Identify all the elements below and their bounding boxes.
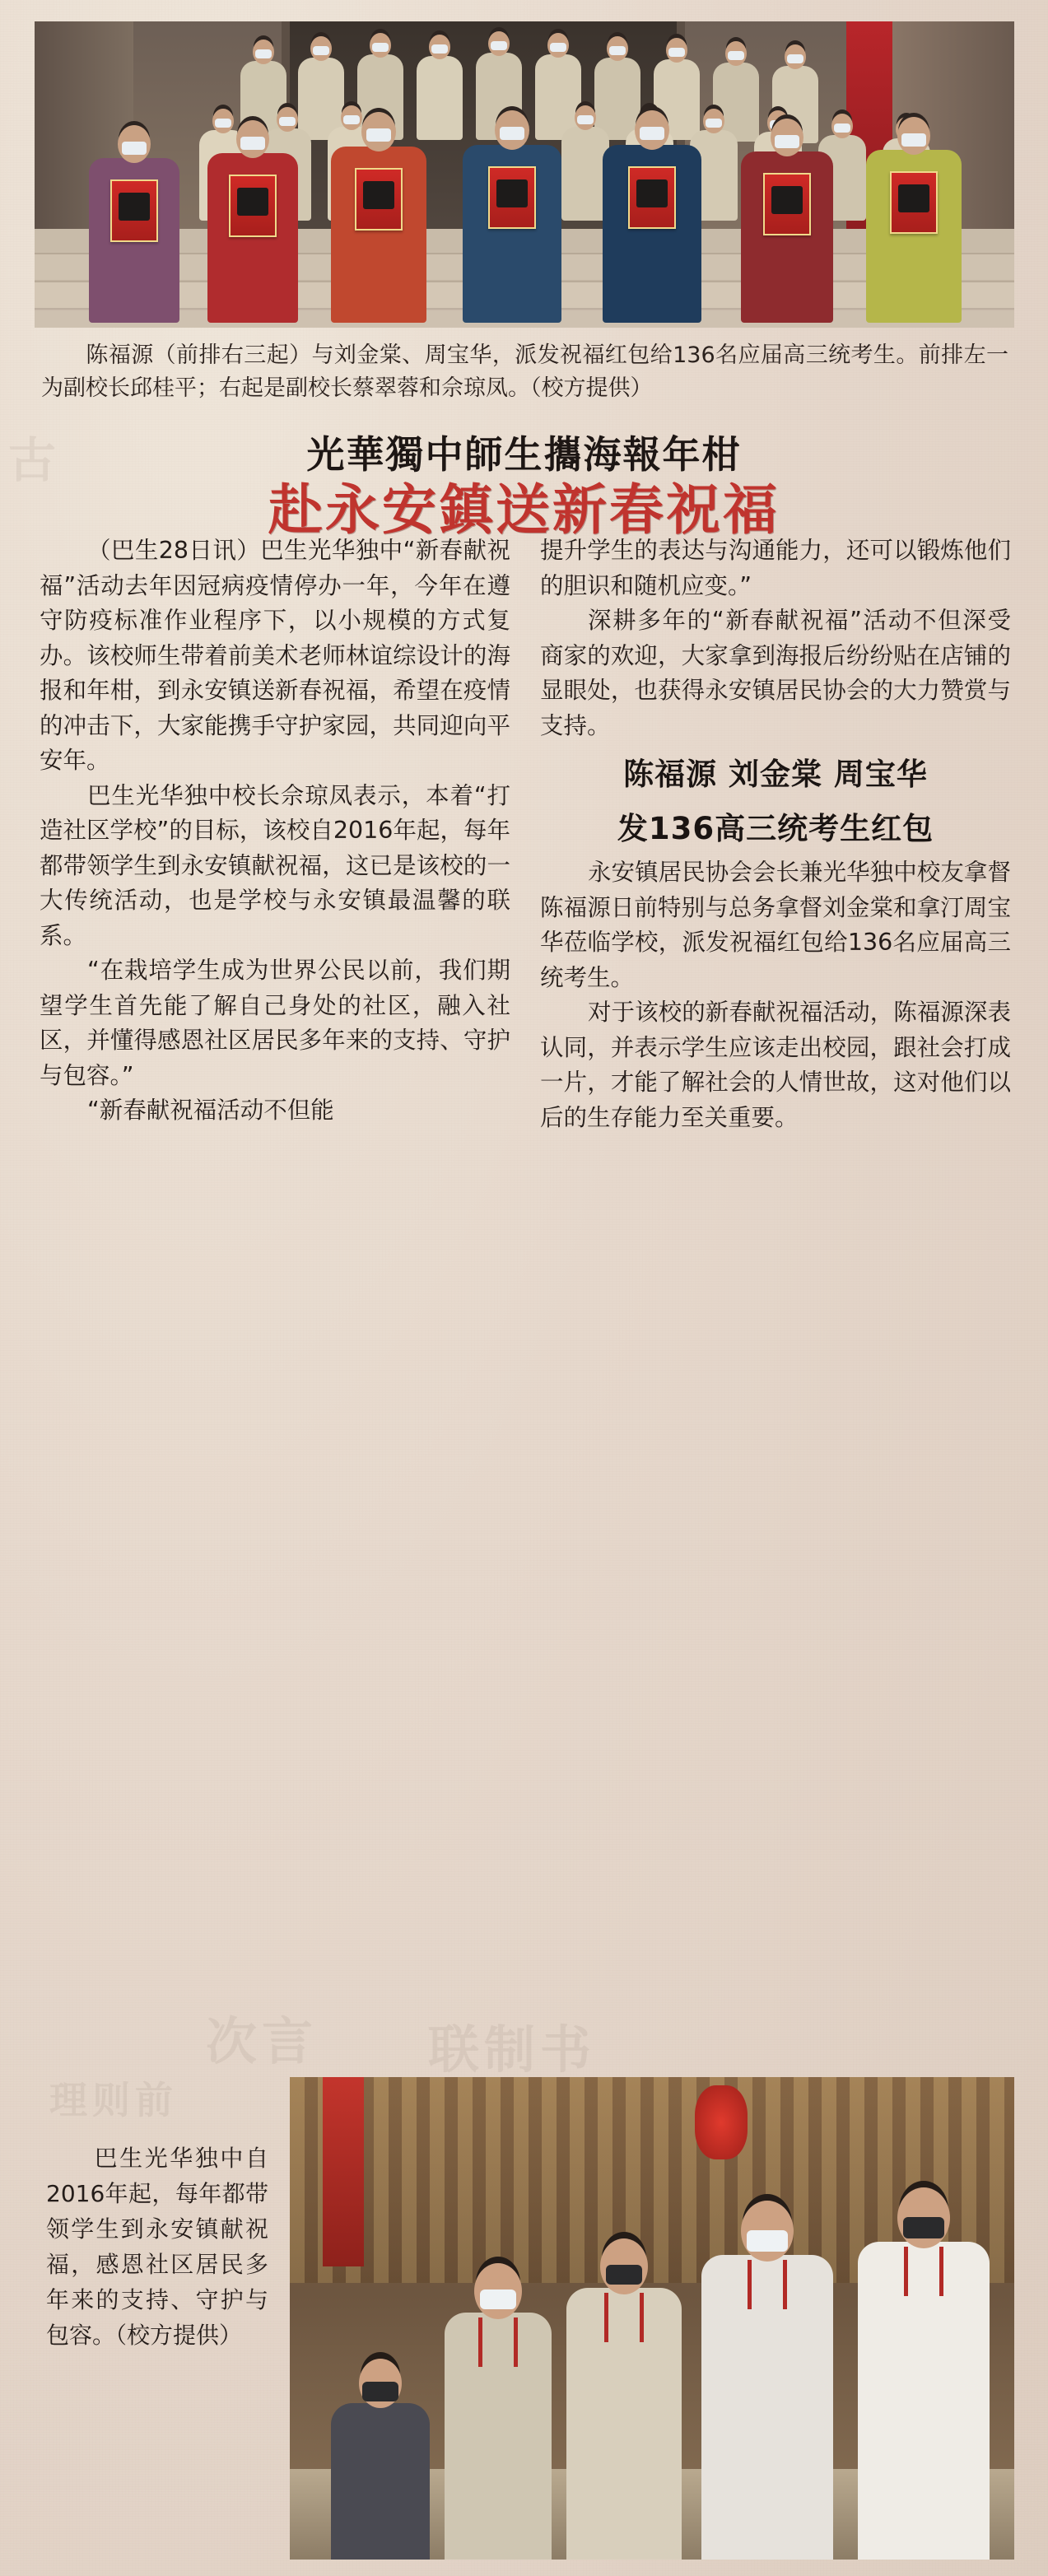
photo-person xyxy=(594,58,640,140)
photo-face-mask xyxy=(431,44,448,54)
bottom-photo-frame xyxy=(290,2077,1014,2560)
photo-face-mask xyxy=(279,117,296,126)
photo-face-mask xyxy=(366,128,391,142)
shop-red-banner xyxy=(323,2077,364,2266)
photo-front-person xyxy=(89,158,179,323)
photo-face-mask xyxy=(640,127,664,140)
paragraph: 巴生光华独中校长佘琼凤表示，本着“打造社区学校”的目标，该校自2016年起，每年都带领学生到永安镇献祝福，这已是该校的一大传统活动，也是学校与永安镇最温馨的联系。 xyxy=(40,781,510,949)
paragraph: “在栽培学生成为世界公民以前，我们期望学生首先能了解自己身处的社区，融入社区，并懂得感恩社区居民多年来的支持、守护与包容。” xyxy=(40,957,510,1089)
paragraph: 深耕多年的“新春献祝福”活动不但深受商家的欢迎，大家拿到海报后纷纷贴在店铺的显眼处，也获得永安镇居民协会的大力赞赏与支持。 xyxy=(540,607,1011,739)
photo-face-mask xyxy=(491,41,507,50)
bottom-photo xyxy=(290,2077,1014,2560)
photo-new-year-poster xyxy=(763,173,811,235)
photo-new-year-poster xyxy=(355,168,403,231)
photo-person xyxy=(858,2242,990,2560)
paragraph: 永安镇居民协会会长兼光华独中校友拿督陈福源日前特别与总务拿督刘金棠和拿汀周宝华莅临学校，派发祝福红包给136名应届高三统考生。 xyxy=(540,859,1011,991)
top-photo-caption xyxy=(41,339,1008,405)
photo-front-person xyxy=(331,147,426,323)
photo-face-mask xyxy=(240,137,265,150)
photo-face-mask xyxy=(577,115,594,124)
paragraph: 提升学生的表达与沟通能力，还可以锻炼他们的胆识和随机应变。” xyxy=(540,537,1011,599)
article-column-right xyxy=(540,533,1011,1135)
photo-face-mask xyxy=(550,43,566,52)
headline-kicker: 光華獨中師生攜海報年柑 xyxy=(306,432,742,477)
photo-lanyard xyxy=(748,2260,787,2309)
photo-new-year-poster xyxy=(229,175,277,237)
photo-face-mask xyxy=(834,123,850,133)
photo-front-person xyxy=(463,145,561,323)
photo-face-mask xyxy=(215,119,231,128)
photo-lanyard xyxy=(904,2247,943,2296)
photo-face-mask xyxy=(606,2265,642,2285)
photo-face-mask xyxy=(747,2230,788,2252)
photo-new-year-poster xyxy=(890,171,938,234)
photo-face-mask xyxy=(903,2217,944,2238)
photo-person xyxy=(566,2288,682,2560)
photo-face-mask xyxy=(609,46,626,55)
article-column-left xyxy=(40,533,510,1135)
photo-elderly-resident xyxy=(331,2403,430,2560)
photo-face-mask xyxy=(255,49,272,58)
photo-front-person xyxy=(741,151,833,323)
top-photo-frame xyxy=(35,21,1014,328)
photo-face-mask xyxy=(362,2382,398,2401)
photo-lanyard xyxy=(478,2317,518,2367)
photo-front-person xyxy=(866,150,962,323)
photo-face-mask xyxy=(122,142,147,155)
photo-face-mask xyxy=(775,135,799,148)
photo-new-year-poster xyxy=(488,166,536,229)
photo-person xyxy=(417,56,463,140)
top-photo xyxy=(35,21,1014,328)
paragraph: 对于该校的新春献祝福活动，陈福源深表认同，并表示学生应该走出校园，跟社会打成一片，才能了解社会的人情世故，这对他们以后的生存能力至关重要。 xyxy=(540,999,1011,1131)
photo-face-mask xyxy=(343,115,360,124)
photo-face-mask xyxy=(372,43,389,52)
paragraph: “新春献祝福活动不但能 xyxy=(87,1097,334,1124)
subheading-names: 陈福源 刘金棠 周宝华 xyxy=(623,757,928,792)
caption-text: 巴生光华独中自2016年起，每年都带领学生到永安镇献祝福，感恩社区居民多年来的支持、守护与包容。（校方提供） xyxy=(46,2145,268,2349)
photo-face-mask xyxy=(668,48,685,57)
caption-text: 陈福源（前排右三起）与刘金棠、周宝华，派发祝福红包给136名应届高三统考生。前排左一为副校长邱桂平；右起是副校长蔡翠蓉和佘琼凤。（校方提供） xyxy=(41,342,1008,401)
photo-face-mask xyxy=(500,127,524,140)
subheading-redpacket: 发136高三统考生红包 xyxy=(617,811,934,846)
photo-person xyxy=(701,2255,833,2560)
photo-face-mask xyxy=(901,133,926,147)
photo-new-year-poster xyxy=(110,179,158,242)
photo-face-mask xyxy=(313,46,329,55)
article-body xyxy=(40,533,1011,1135)
page-title: 赴永安鎮送新春祝福 xyxy=(268,478,780,542)
photo-face-mask xyxy=(480,2290,516,2309)
photo-new-year-poster xyxy=(628,166,676,229)
photo-front-person xyxy=(603,145,701,323)
photo-face-mask xyxy=(728,51,744,60)
paragraph: （巴生28日讯）巴生光华独中“新春献祝福”活动去年因冠病疫情停办一年，今年在遵守防疫标准作业程序下，以小规模的方式复办。该校师生带着前美术老师林谊综设计的海报和年柑，到永安镇送新春祝福，希望在疫情的冲击下，大家能携手守护家园，共同迎向平安年。 xyxy=(40,537,510,774)
photo-lanyard xyxy=(604,2293,644,2342)
red-lantern xyxy=(695,2085,748,2159)
photo-face-mask xyxy=(787,54,803,63)
bottom-photo-caption xyxy=(46,2140,268,2353)
photo-front-person xyxy=(207,153,298,323)
photo-person xyxy=(445,2313,552,2560)
photo-face-mask xyxy=(706,119,722,128)
